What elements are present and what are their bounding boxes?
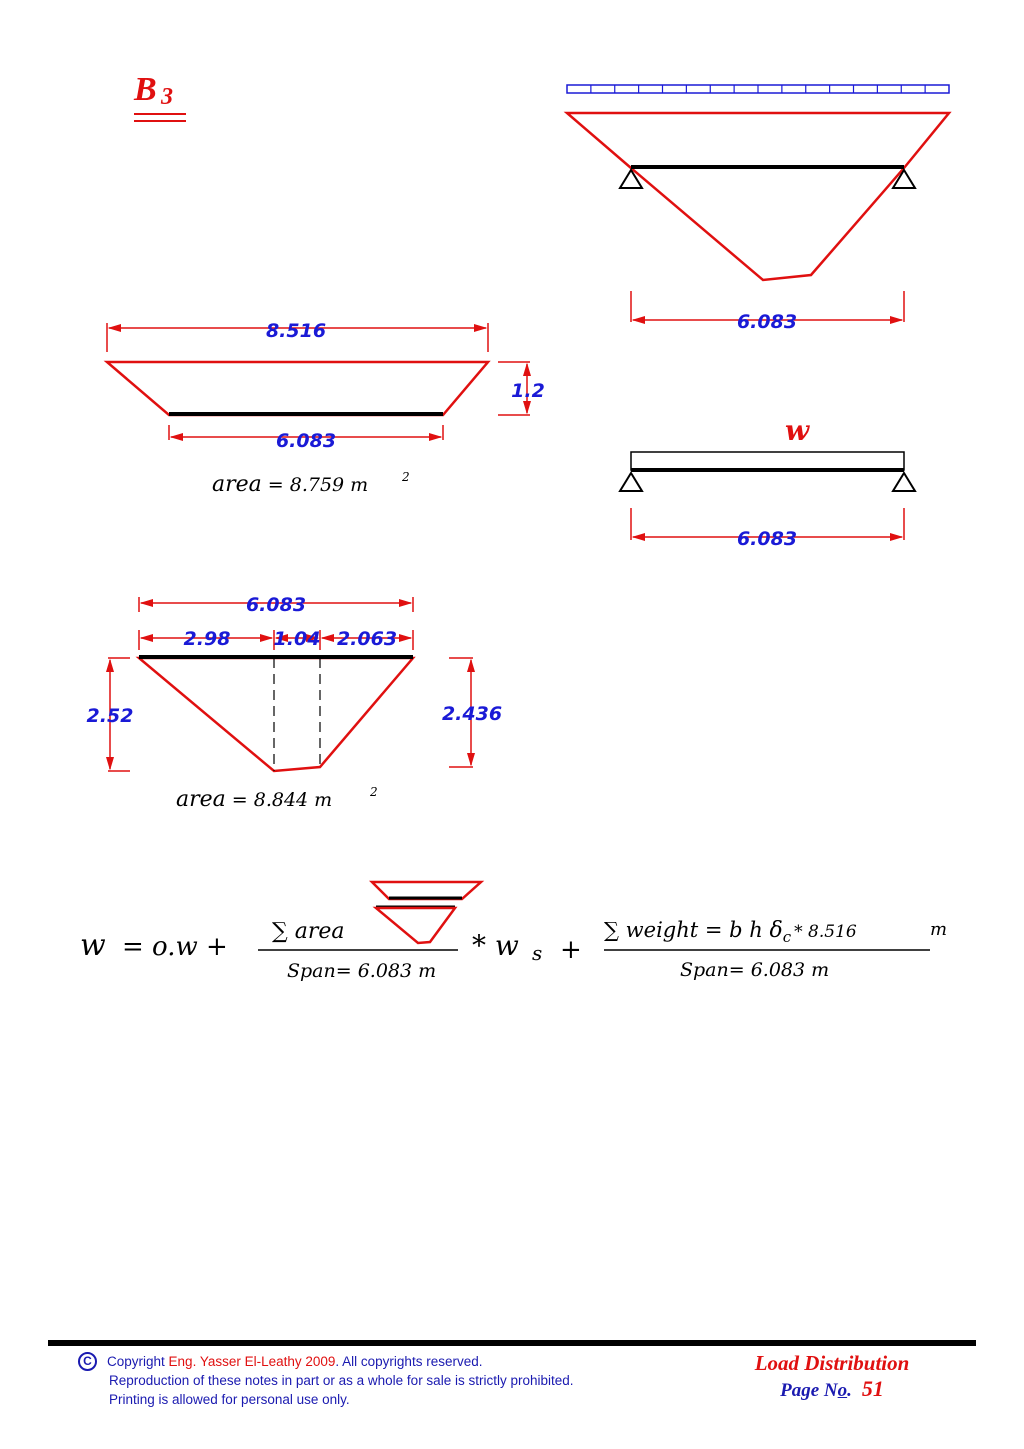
- page-number-line: Page No. 51: [780, 1376, 884, 1401]
- area-power: 2: [370, 785, 378, 799]
- plus-sign: +: [560, 935, 582, 965]
- area-text: area = 8.844 m: [176, 787, 333, 812]
- segment-1-label: 2.98: [183, 628, 231, 650]
- copyright-icon: C: [78, 1352, 97, 1371]
- support-left: [620, 170, 642, 188]
- support-right: [893, 170, 915, 188]
- ws-subscript: s: [532, 941, 543, 965]
- uniform-load-rect: [631, 452, 904, 470]
- slab-load-diagram: [567, 85, 949, 333]
- unit-m: m: [930, 919, 948, 940]
- sum-weight: ∑ weight = b h $\delta_c$ $^{* 8.516}$: [604, 918, 857, 946]
- beam-span-label: 6.083: [736, 528, 798, 550]
- support-right: [893, 473, 915, 491]
- total-width-label: 6.083: [245, 594, 307, 616]
- trapezoid-outline: [107, 362, 488, 415]
- segment-3-label: 2.063: [336, 628, 398, 650]
- area-text: area = 8.759 m: [212, 472, 369, 497]
- footer-copyright: [78, 1352, 698, 1409]
- copyright-prefix: Copyright: [107, 1354, 165, 1369]
- load-area-outline: [567, 113, 949, 280]
- reproduction-notice: Reproduction of these notes in part or as a whole for sale is strictly prohibited.: [109, 1373, 574, 1388]
- section-name: Load Distribution: [754, 1351, 910, 1375]
- copyright-line: [78, 1352, 698, 1371]
- formula-lhs: w: [80, 928, 106, 963]
- footer-page-info: [712, 1350, 952, 1404]
- section-title: [133, 71, 186, 121]
- beam-diagram: [620, 414, 915, 550]
- span-denominator-2: Span= 6.083 m: [680, 959, 830, 981]
- distributed-load-strip: [567, 85, 949, 93]
- support-left: [620, 473, 642, 491]
- span-label: 6.083: [736, 311, 798, 333]
- right-height-label: 2.436: [441, 703, 503, 725]
- title-subscript: 3: [161, 84, 173, 110]
- title-letter: B: [134, 71, 157, 108]
- mini-trapezoid-icon: [372, 882, 481, 899]
- triangle-outline: [139, 658, 413, 771]
- printing-notice: Printing is allowed for personal use only.: [109, 1392, 350, 1407]
- footer-divider: [48, 1340, 976, 1346]
- height-label: 1.2: [511, 380, 545, 402]
- left-height-label: 2.52: [86, 705, 134, 727]
- copyright-rights: . All copyrights reserved.: [335, 1354, 483, 1369]
- mini-triangle-icon: [376, 908, 455, 943]
- sum-area: ∑ area: [272, 919, 345, 944]
- copyright-author: Eng. Yasser El-Leathy 2009: [168, 1354, 336, 1369]
- area-power: 2: [402, 470, 410, 484]
- times-ws: * w: [472, 929, 519, 962]
- triangle-diagram: [87, 594, 503, 812]
- span-denominator-1: Span= 6.083 m: [287, 960, 437, 982]
- load-w-label: w: [784, 414, 810, 447]
- formula-ow: = o.w +: [122, 932, 228, 962]
- top-width-label: 8.516: [265, 320, 327, 342]
- trapezoid-diagram: [107, 320, 545, 497]
- bottom-width-label: 6.083: [275, 430, 337, 452]
- segment-2-label: 1.04: [273, 628, 321, 650]
- page-number: 51: [861, 1376, 884, 1401]
- load-formula: [80, 882, 947, 982]
